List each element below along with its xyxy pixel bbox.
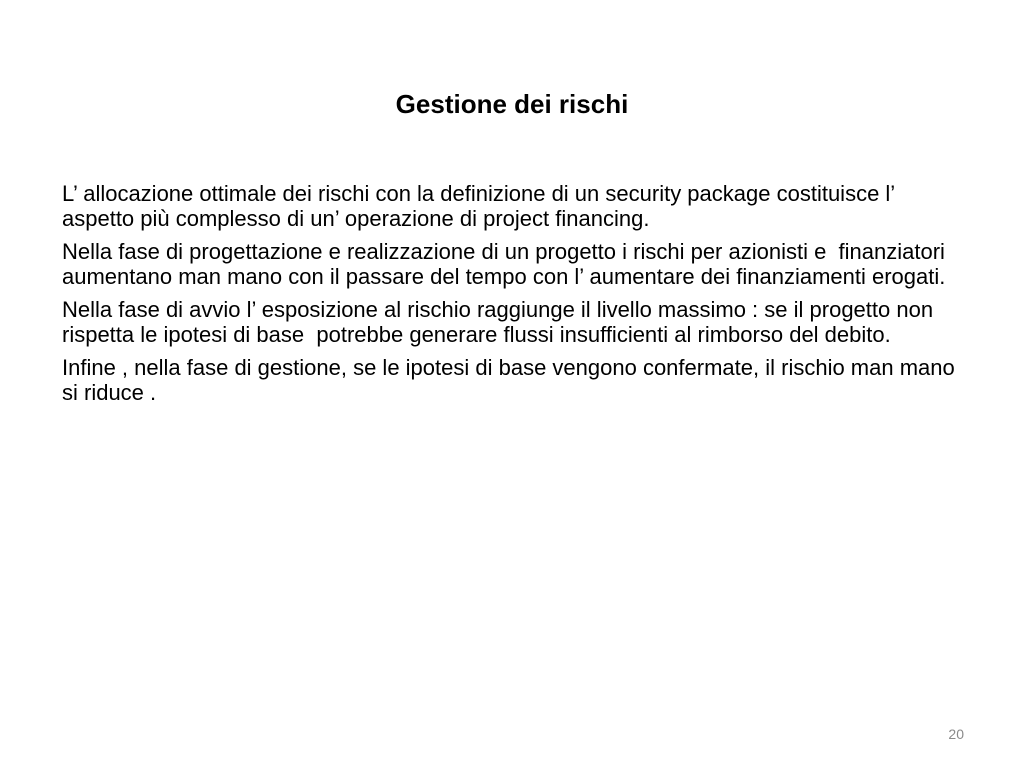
slide-body	[62, 181, 972, 413]
paragraph-allocation: L’ allocazione ottimale dei rischi con la definizione di un security package costituisce l’ aspetto più complesso di un’ operazione di project financing.	[62, 181, 901, 231]
page-number: 20	[948, 726, 964, 742]
paragraph-management-phase: Infine , nella fase di gestione, se le ipotesi di base vengono confermate, il rischio man mano si riduce .	[62, 355, 961, 405]
paragraph-startup-phase: Nella fase di avvio l’ esposizione al rischio raggiunge il livello massimo : se il progetto non rispetta le ipotesi di base potrebbe generare flussi insufficienti al rimborso del debito.	[62, 297, 940, 347]
slide-title: Gestione dei rischi	[395, 89, 629, 119]
paragraph-design-phase: Nella fase di progettazione e realizzazione di un progetto i rischi per azionisti e finanziatori aumentano man mano con il passare del tempo con l’ aumentare dei finanziamenti erogati.	[62, 239, 952, 289]
